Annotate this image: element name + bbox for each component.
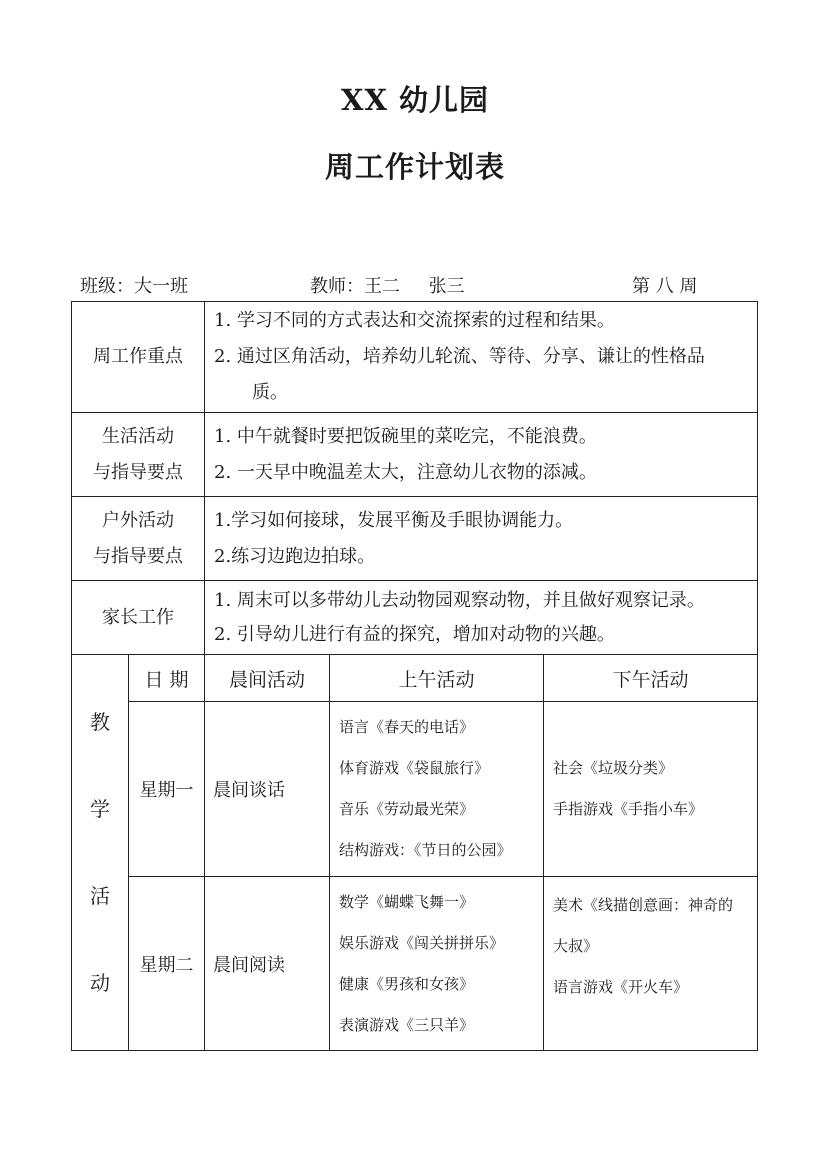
focus-line-2: 2. 通过区角活动，培养幼儿轮流、等待、分享、谦让的性格品 [214,346,705,367]
focus-line-3: 质。 [252,382,288,403]
am-activity: 音乐《劳动最光荣》 [339,800,475,818]
header-am: 上午活动 [330,655,544,702]
pm-activity: 美术《线描创意画：神奇的 [553,896,734,914]
am-activity: 结构游戏：《节日的公园》 [339,841,512,859]
day-cell: 星期一 [129,702,205,877]
class-info: 班级：大一班 [80,276,188,297]
pm-activities-cell [544,877,758,1051]
table-row [72,702,758,877]
pm-activity: 社会《垃圾分类》 [553,759,674,777]
am-activity: 娱乐游戏《闯关拼拼乐》 [339,933,505,952]
am-activity: 表演游戏《三只羊》 [339,1015,475,1034]
section-content-life [205,413,758,497]
pm-activity: 手指游戏《手指小车》 [553,800,704,818]
parents-line-1: 1. 周末可以多带幼儿去动物园观察动物，并且做好观察记录。 [214,589,705,611]
header-date: 日 期 [129,655,205,702]
focus-line-1: 1. 学习不同的方式表达和交流探索的过程和结果。 [214,310,615,331]
outdoor-label-line-2: 与指导要点 [93,545,183,567]
day-cell: 星期二 [129,877,205,1051]
teaching-label-char-4: 动 [90,970,110,995]
life-label-line-2: 与指导要点 [93,461,183,483]
section-row-outdoor [72,497,758,581]
section-row-life [72,413,758,497]
weekly-plan-table [71,301,758,1051]
teaching-header-row [72,655,758,702]
life-label-line-1: 生活活动 [102,425,174,447]
am-activity: 数学《蝴蝶飞舞一》 [339,892,475,911]
school-title: XX 幼儿园 [340,83,490,117]
am-activity: 体育游戏《袋鼠旅行》 [339,759,490,777]
am-activity: 语言《春天的电话》 [339,718,475,736]
header-pm: 下午活动 [544,655,758,702]
morning-cell: 晨间谈话 [205,702,330,877]
am-activities-cell [330,877,544,1051]
table-row [72,877,758,1051]
section-row-parents [72,581,758,655]
section-label-parents: 家长工作 [72,581,205,655]
section-content-focus [205,302,758,413]
header-morning: 晨间活动 [205,655,330,702]
teaching-label [72,655,129,1051]
life-line-2: 2. 一天早中晚温差太大，注意幼儿衣物的添减。 [214,461,597,483]
week-info: 第 八 周 [632,276,698,297]
section-label-life [72,413,205,497]
pm-activities-cell [544,702,758,877]
morning-cell: 晨间阅读 [205,877,330,1051]
outdoor-line-2: 2.练习边跑边拍球。 [214,545,376,567]
teaching-label-char-1: 教 [90,709,110,734]
teacher-info: 教师：王二 张三 [310,276,465,297]
outdoor-line-1: 1.学习如何接球，发展平衡及手眼协调能力。 [214,509,574,531]
outdoor-label-line-1: 户外活动 [102,509,174,531]
parents-line-2: 2. 引导幼儿进行有益的探究，增加对动物的兴趣。 [214,623,615,645]
life-line-1: 1. 中午就餐时要把饭碗里的菜吃完，不能浪费。 [214,425,597,447]
am-activities-cell [330,702,544,877]
am-activity: 健康《男孩和女孩》 [339,974,475,993]
pm-activity: 语言游戏《开火车》 [553,978,689,996]
section-content-parents [205,581,758,655]
section-content-outdoor [205,497,758,581]
section-row-focus [72,302,758,413]
page-title: 周工作计划表 [324,150,505,184]
section-label-focus: 周工作重点 [72,302,205,413]
teaching-label-char-3: 活 [90,883,110,908]
teaching-label-char-2: 学 [90,796,110,821]
section-label-outdoor [72,497,205,581]
pm-activity: 大叔》 [553,937,599,955]
